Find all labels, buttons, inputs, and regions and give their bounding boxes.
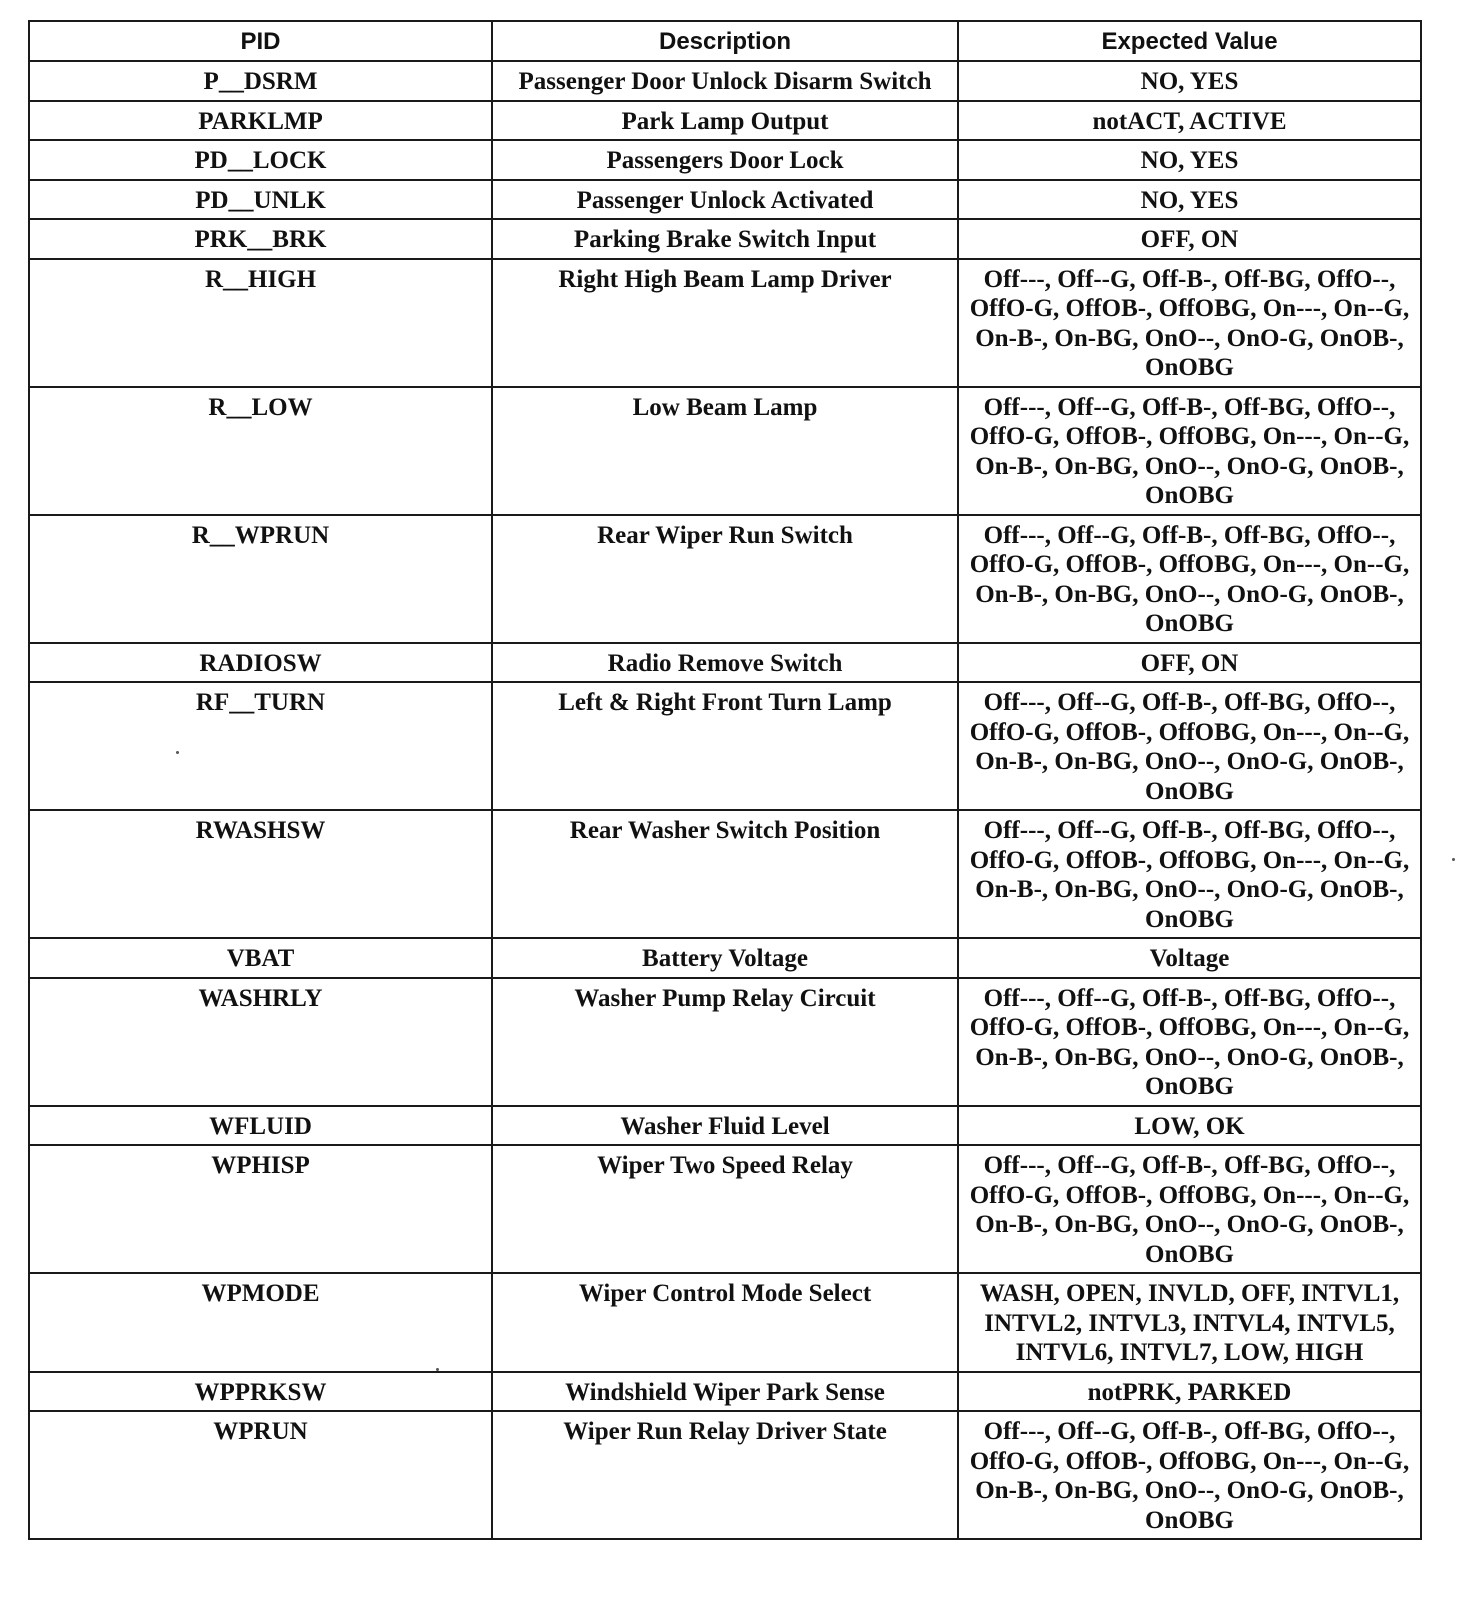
table-row [29,219,1421,259]
pid-cell: PD__LOCK [29,140,492,180]
pid-cell: RADIOSW [29,643,492,683]
description-cell: Rear Wiper Run Switch [492,515,958,643]
expected-value-cell: Off---, Off--G, Off-B-, Off-BG, OffO--, OffO-G, OffOB-, OffOBG, On---, On--G, On-B-, On-BG, OnO--, OnO-G, OnOB-, OnOBG [958,515,1421,643]
description-cell: Battery Voltage [492,938,958,978]
pid-cell: R__WPRUN [29,515,492,643]
pid-cell: WPHISP [29,1145,492,1273]
header-expected-value: Expected Value [958,21,1421,61]
expected-value-cell: LOW, OK [958,1106,1421,1146]
expected-value-cell: NO, YES [958,140,1421,180]
pid-cell: WFLUID [29,1106,492,1146]
table-row [29,387,1421,515]
description-cell: Windshield Wiper Park Sense [492,1372,958,1412]
table-row [29,515,1421,643]
expected-value-cell: Off---, Off--G, Off-B-, Off-BG, OffO--, OffO-G, OffOB-, OffOBG, On---, On--G, On-B-, On-BG, OnO--, OnO-G, OnOB-, OnOBG [958,1411,1421,1539]
table-row [29,810,1421,938]
table-row [29,1145,1421,1273]
expected-value-cell: NO, YES [958,61,1421,101]
table-row [29,140,1421,180]
table-row [29,1372,1421,1412]
expected-value-cell: Off---, Off--G, Off-B-, Off-BG, OffO--, OffO-G, OffOB-, OffOBG, On---, On--G, On-B-, On-BG, OnO--, OnO-G, OnOB-, OnOBG [958,387,1421,515]
description-cell: Wiper Control Mode Select [492,1273,958,1372]
expected-value-cell: Off---, Off--G, Off-B-, Off-BG, OffO--, OffO-G, OffOB-, OffOBG, On---, On--G, On-B-, On-BG, OnO--, OnO-G, OnOB-, OnOBG [958,259,1421,387]
table-row [29,180,1421,220]
expected-value-cell: Off---, Off--G, Off-B-, Off-BG, OffO--, OffO-G, OffOB-, OffOBG, On---, On--G, On-B-, On-BG, OnO--, OnO-G, OnOB-, OnOBG [958,682,1421,810]
expected-value-cell: OFF, ON [958,643,1421,683]
table-row [29,1273,1421,1372]
scan-speck [176,751,179,754]
expected-value-cell: notACT, ACTIVE [958,101,1421,141]
pid-cell: PRK__BRK [29,219,492,259]
table-row [29,643,1421,683]
pid-table [28,20,1422,1540]
header-pid: PID [29,21,492,61]
pid-cell: WPPRKSW [29,1372,492,1412]
description-cell: Wiper Run Relay Driver State [492,1411,958,1539]
pid-cell: WPMODE [29,1273,492,1372]
pid-cell: WPRUN [29,1411,492,1539]
expected-value-cell: WASH, OPEN, INVLD, OFF, INTVL1, INTVL2, INTVL3, INTVL4, INTVL5, INTVL6, INTVL7, LOW, HIGH [958,1273,1421,1372]
expected-value-cell: NO, YES [958,180,1421,220]
table-row [29,682,1421,810]
description-cell: Passenger Door Unlock Disarm Switch [492,61,958,101]
description-cell: Washer Fluid Level [492,1106,958,1146]
table-row [29,61,1421,101]
table-row [29,1106,1421,1146]
scan-speck [436,1368,439,1371]
table-row [29,101,1421,141]
pid-cell: PD__UNLK [29,180,492,220]
expected-value-cell: Off---, Off--G, Off-B-, Off-BG, OffO--, OffO-G, OffOB-, OffOBG, On---, On--G, On-B-, On-BG, OnO--, OnO-G, OnOB-, OnOBG [958,978,1421,1106]
expected-value-cell: OFF, ON [958,219,1421,259]
pid-cell: P__DSRM [29,61,492,101]
description-cell: Wiper Two Speed Relay [492,1145,958,1273]
expected-value-cell: Off---, Off--G, Off-B-, Off-BG, OffO--, OffO-G, OffOB-, OffOBG, On---, On--G, On-B-, On-BG, OnO--, OnO-G, OnOB-, OnOBG [958,1145,1421,1273]
pid-cell: R__HIGH [29,259,492,387]
pid-cell: RWASHSW [29,810,492,938]
description-cell: Passenger Unlock Activated [492,180,958,220]
expected-value-cell: Voltage [958,938,1421,978]
description-cell: Passengers Door Lock [492,140,958,180]
table-row [29,1411,1421,1539]
description-cell: Left & Right Front Turn Lamp [492,682,958,810]
description-cell: Washer Pump Relay Circuit [492,978,958,1106]
table-row [29,978,1421,1106]
pid-cell: VBAT [29,938,492,978]
expected-value-cell: notPRK, PARKED [958,1372,1421,1412]
pid-cell: PARKLMP [29,101,492,141]
pid-cell: WASHRLY [29,978,492,1106]
table-header-row [29,21,1421,61]
description-cell: Right High Beam Lamp Driver [492,259,958,387]
table-row [29,938,1421,978]
description-cell: Radio Remove Switch [492,643,958,683]
description-cell: Park Lamp Output [492,101,958,141]
pid-cell: R__LOW [29,387,492,515]
scan-speck [1452,858,1455,861]
expected-value-cell: Off---, Off--G, Off-B-, Off-BG, OffO--, OffO-G, OffOB-, OffOBG, On---, On--G, On-B-, On-BG, OnO--, OnO-G, OnOB-, OnOBG [958,810,1421,938]
pid-cell: RF__TURN [29,682,492,810]
header-description: Description [492,21,958,61]
description-cell: Rear Washer Switch Position [492,810,958,938]
description-cell: Low Beam Lamp [492,387,958,515]
description-cell: Parking Brake Switch Input [492,219,958,259]
table-row [29,259,1421,387]
